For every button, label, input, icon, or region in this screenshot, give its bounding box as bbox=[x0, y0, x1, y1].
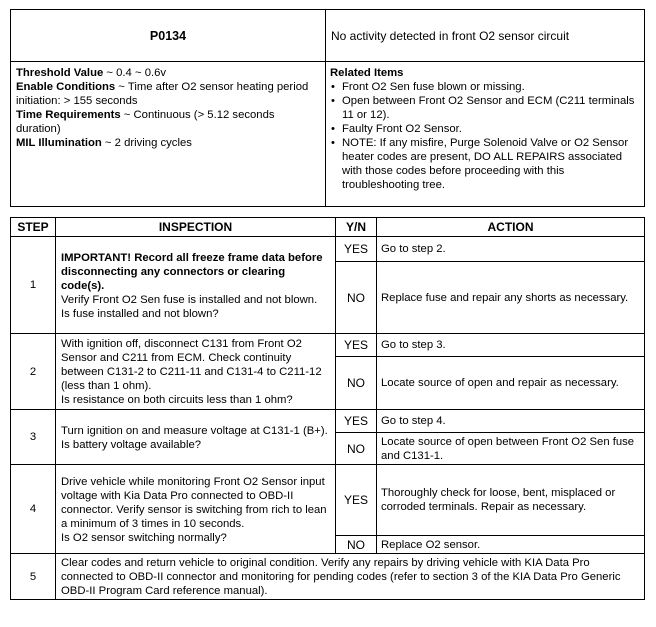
dtc-description: No activity detected in front O2 sensor circuit bbox=[326, 10, 645, 62]
no-action: Locate source of open and repair as necessary. bbox=[377, 357, 645, 410]
inspection-question: Is resistance on both circuits less than 1 ohm? bbox=[61, 394, 293, 406]
enable-line bbox=[16, 80, 320, 108]
related-items-title: Related Items bbox=[330, 67, 404, 79]
mil-line bbox=[16, 136, 320, 150]
inspection-text: With ignition off, disconnect C131 from Front O2 Sensor and C211 from ECM. Check continuity between C131-2 to C211-11 and C131-4 to C211-12 (less than 1 ohm). bbox=[61, 338, 322, 392]
related-items-cell bbox=[326, 62, 645, 207]
mil-label: MIL Illumination bbox=[16, 137, 102, 149]
step-inspection bbox=[56, 410, 336, 465]
related-item: • Front O2 Sen fuse blown or missing. bbox=[330, 80, 639, 94]
inspection-text: Verify Front O2 Sen fuse is installed and not blown. bbox=[61, 293, 318, 306]
time-label: Time Requirements bbox=[16, 109, 121, 121]
inspection-question: Is battery voltage available? bbox=[61, 438, 202, 451]
time-value: ~ Continuous (> 5.12 seconds duration) bbox=[16, 109, 275, 135]
inspection-text: Turn ignition on and measure voltage at C131-1 (B+). bbox=[61, 424, 328, 437]
step-inspection bbox=[56, 465, 336, 554]
inspection-question: Is O2 sensor switching normally? bbox=[61, 531, 227, 544]
enable-value: ~ Time after O2 sensor heating period initiation: > 155 seconds bbox=[16, 81, 309, 107]
time-line bbox=[16, 108, 320, 136]
yes-action: Go to step 4. bbox=[377, 410, 645, 433]
yes-label: YES bbox=[336, 237, 377, 262]
col-header-action: ACTION bbox=[377, 218, 645, 237]
step-number: 5 bbox=[11, 554, 56, 600]
no-action: Replace O2 sensor. bbox=[377, 536, 645, 554]
no-action: Locate source of open between Front O2 Sen fuse and C131-1. bbox=[377, 433, 645, 465]
table-row bbox=[11, 410, 645, 433]
step-inspection bbox=[56, 237, 336, 334]
table-row bbox=[11, 334, 645, 357]
related-item: • NOTE: If any misfire, Purge Solenoid Valve or O2 Sensor heater codes are present, DO ALL REPAIRS associated with those codes before proceeding with this troubleshooting tree. bbox=[330, 136, 639, 192]
yes-action: Thoroughly check for loose, bent, misplaced or corroded terminals. Repair as necessary. bbox=[377, 465, 645, 536]
related-items-list bbox=[330, 80, 639, 192]
col-header-inspection: INSPECTION bbox=[56, 218, 336, 237]
conditions-cell bbox=[11, 62, 326, 207]
step-inspection: Clear codes and return vehicle to original condition. Verify any repairs by driving vehicle with KIA Data Pro connected to OBD-II connector and monitoring for pending codes (refer to section 3 of the KIA Data Pro Generic OBD-II Program Card reference manual). bbox=[56, 554, 645, 600]
table-row bbox=[11, 237, 645, 262]
dtc-code: P0134 bbox=[11, 10, 326, 62]
troubleshooting-table bbox=[10, 217, 645, 600]
yes-label: YES bbox=[336, 334, 377, 357]
related-item: • Faulty Front O2 Sensor. bbox=[330, 122, 639, 136]
step-number: 3 bbox=[11, 410, 56, 465]
no-label: NO bbox=[336, 262, 377, 334]
threshold-line bbox=[16, 66, 320, 80]
yes-action: Go to step 2. bbox=[377, 237, 645, 262]
yes-label: YES bbox=[336, 410, 377, 433]
threshold-value: ~ 0.4 ~ 0.6v bbox=[103, 67, 167, 79]
col-header-yn: Y/N bbox=[336, 218, 377, 237]
step-number: 4 bbox=[11, 465, 56, 554]
important-note: IMPORTANT! Record all freeze frame data before disconnecting any connectors or clearing code(s). bbox=[61, 251, 323, 292]
col-header-step: STEP bbox=[11, 218, 56, 237]
no-action: Replace fuse and repair any shorts as necessary. bbox=[377, 262, 645, 334]
inspection-text: Drive vehicle while monitoring Front O2 Sensor input voltage with Kia Data Pro connected to OBD-II connector. Verify sensor is switching from rich to lean a minimum of 3 times in 10 seconds. bbox=[61, 475, 327, 530]
no-label: NO bbox=[336, 536, 377, 554]
no-label: NO bbox=[336, 357, 377, 410]
enable-label: Enable Conditions bbox=[16, 81, 116, 93]
inspection-question: Is fuse installed and not blown? bbox=[61, 307, 219, 320]
code-info-table bbox=[10, 9, 645, 207]
no-label: NO bbox=[336, 433, 377, 465]
table-header-row bbox=[11, 218, 645, 237]
step-number: 1 bbox=[11, 237, 56, 334]
table-row bbox=[11, 554, 645, 600]
mil-value: ~ 2 driving cycles bbox=[101, 137, 192, 149]
step-number: 2 bbox=[11, 334, 56, 410]
yes-label: YES bbox=[336, 465, 377, 536]
threshold-label: Threshold Value bbox=[16, 67, 104, 79]
related-item: • Open between Front O2 Sensor and ECM (C211 terminals 11 or 12). bbox=[330, 94, 639, 122]
yes-action: Go to step 3. bbox=[377, 334, 645, 357]
table-row bbox=[11, 465, 645, 536]
step-inspection bbox=[56, 334, 336, 410]
